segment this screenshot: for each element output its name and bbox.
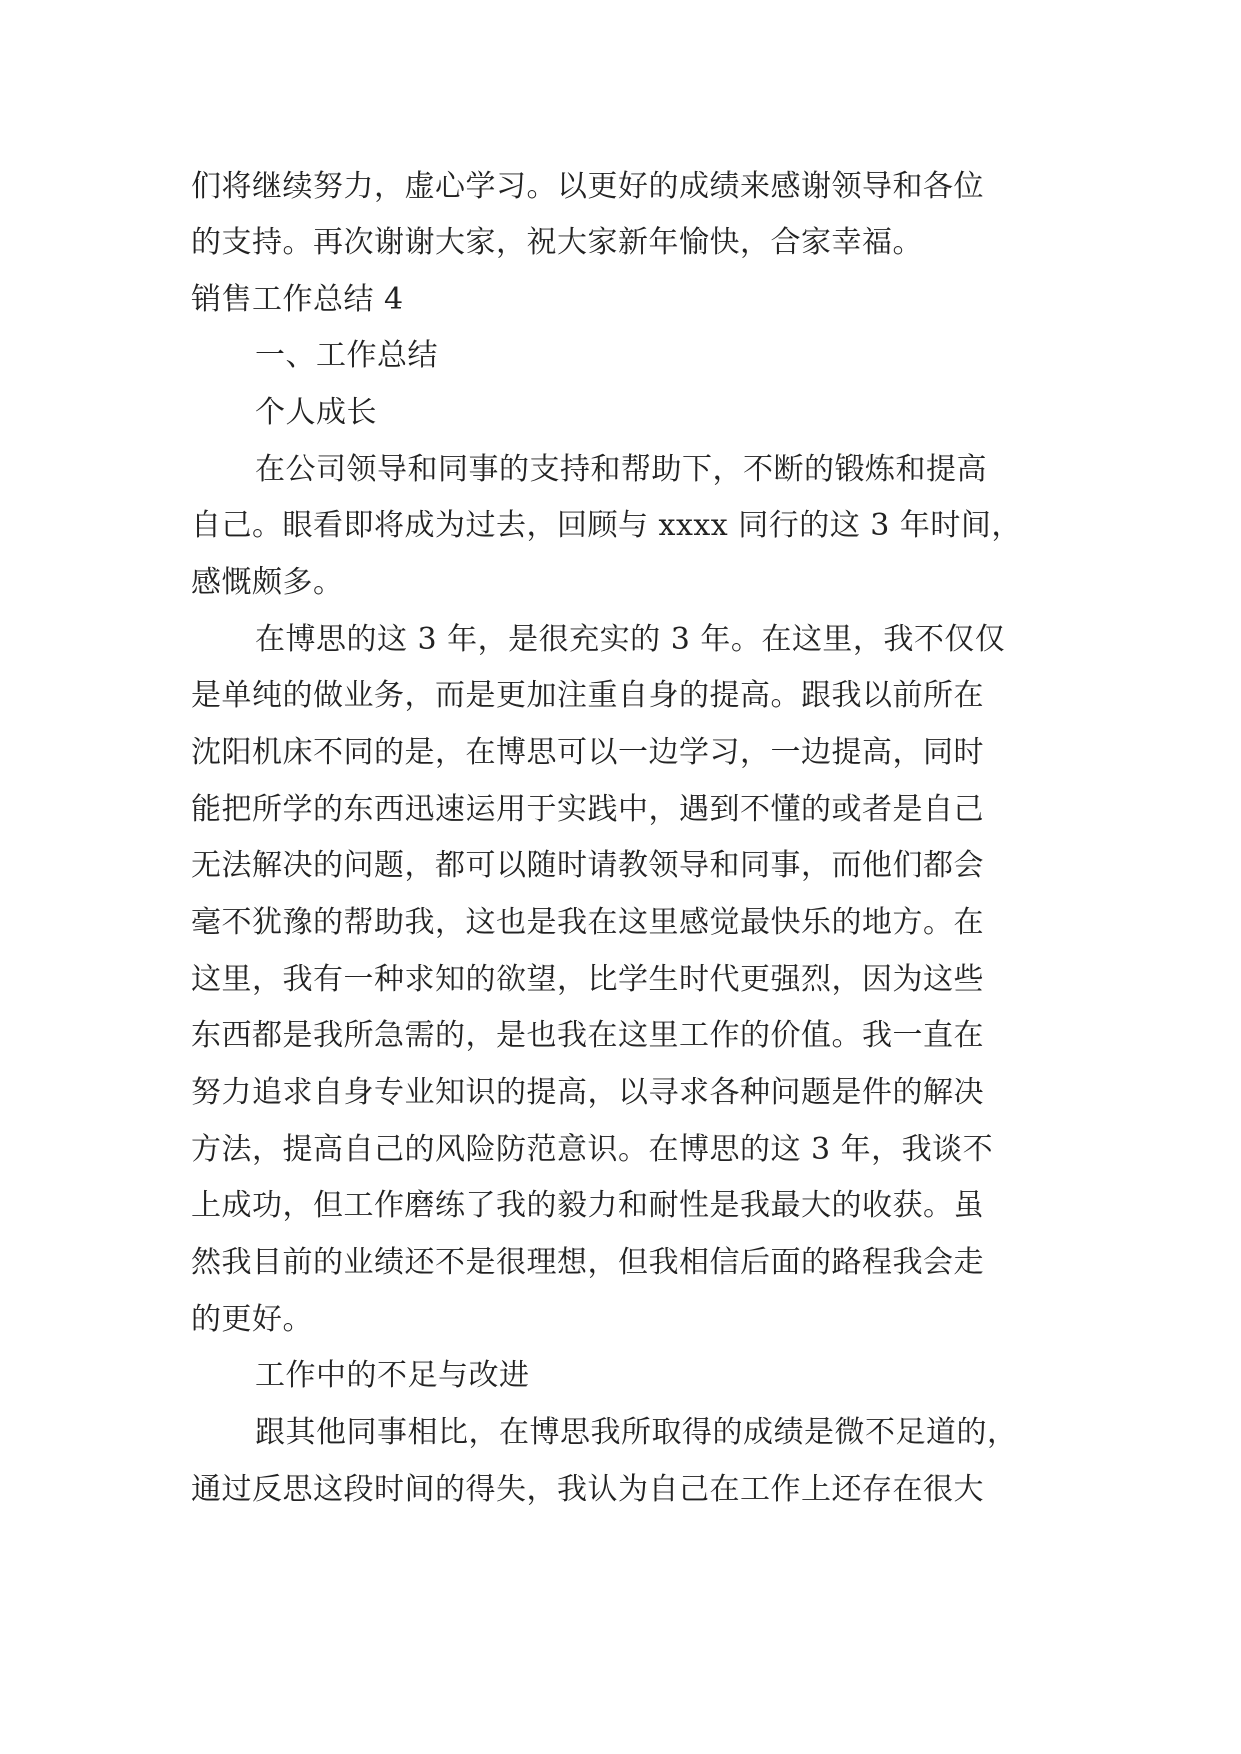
subsection-heading: 工作中的不足与改进 bbox=[255, 1358, 530, 1393]
text-line: 跟其他同事相比，在博思我所取得的成绩是微不足道的， bbox=[255, 1415, 1018, 1450]
text-line: 毫不犹豫的帮助我，这也是我在这里感觉最快乐的地方。在 bbox=[191, 905, 984, 940]
text-line: 然我目前的业绩还不是很理想，但我相信后面的路程我会走 bbox=[191, 1245, 984, 1280]
text-line: 无法解决的问题，都可以随时请教领导和同事，而他们都会 bbox=[191, 848, 984, 883]
text-line: 能把所学的东西迅速运用于实践中，遇到不懂的或者是自己 bbox=[191, 792, 984, 827]
text-line: 是单纯的做业务，而是更加注重自身的提高。跟我以前所在 bbox=[191, 678, 984, 713]
text-line: 沈阳机床不同的是，在博思可以一边学习，一边提高，同时 bbox=[191, 735, 984, 770]
text-line: 东西都是我所急需的，是也我在这里工作的价值。我一直在 bbox=[191, 1018, 984, 1053]
text-line: 的支持。再次谢谢大家，祝大家新年愉快，合家幸福。 bbox=[191, 225, 923, 260]
section-heading: 销售工作总结 4 bbox=[191, 282, 404, 317]
text-line: 方法，提高自己的风险防范意识。在博思的这 3 年，我谈不 bbox=[191, 1132, 994, 1167]
text-line: 在公司领导和同事的支持和帮助下，不断的锻炼和提高 bbox=[255, 452, 987, 487]
subsection-heading: 一、工作总结 bbox=[255, 338, 438, 373]
text-line: 努力追求自身专业知识的提高，以寻求各种问题是件的解决 bbox=[191, 1075, 984, 1110]
text-line: 通过反思这段时间的得失，我认为自己在工作上还存在很大 bbox=[191, 1472, 984, 1507]
text-line: 的更好。 bbox=[191, 1302, 313, 1337]
text-line: 在博思的这 3 年，是很充实的 3 年。在这里，我不仅仅 bbox=[255, 622, 1006, 657]
text-line: 感慨颇多。 bbox=[191, 565, 344, 600]
subsection-heading: 个人成长 bbox=[255, 395, 377, 430]
text-line: 们将继续努力，虚心学习。以更好的成绩来感谢领导和各位 bbox=[191, 169, 984, 204]
text-line: 这里，我有一种求知的欲望，比学生时代更强烈，因为这些 bbox=[191, 962, 984, 997]
text-line: 上成功，但工作磨练了我的毅力和耐性是我最大的收获。虽 bbox=[191, 1188, 984, 1223]
text-line: 自己。眼看即将成为过去，回顾与 xxxx 同行的这 3 年时间， bbox=[191, 508, 1022, 543]
